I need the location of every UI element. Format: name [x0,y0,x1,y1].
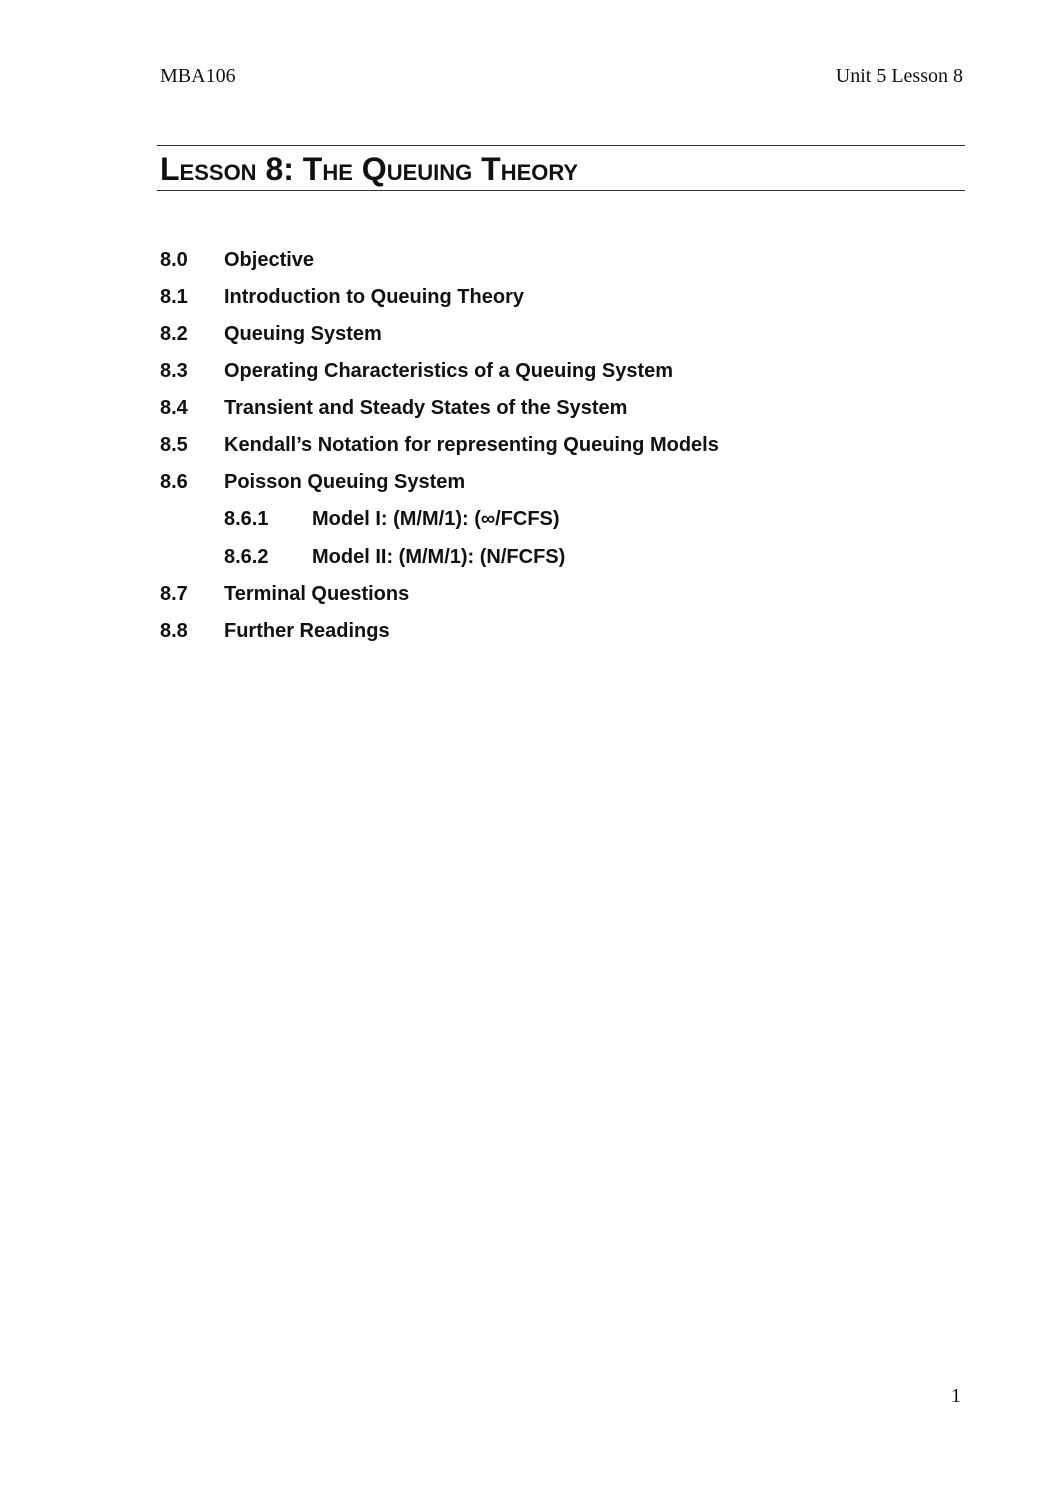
toc-item-label: Further Readings [224,620,390,642]
toc-item-number: 8.5 [160,434,188,456]
toc-item-label: Kendall’s Notation for representing Queuing Models [224,434,719,456]
title-rule-top [157,145,965,146]
page-number: 1 [951,1385,961,1407]
toc-item-number: 8.1 [160,286,188,308]
lesson-title: Lesson 8: The Queuing Theory [160,151,579,187]
toc-item-number: 8.2 [160,323,188,345]
title-rule-bottom [157,190,965,191]
toc-item-label: Poisson Queuing System [224,471,466,493]
toc-item-label: Model II: (M/M/1): (N/FCFS) [312,545,566,568]
toc-item-label: Model I: (M/M/1): (∞/FCFS) [312,508,560,530]
toc-item-terminal-questions [160,578,960,615]
toc-item-number: 8.8 [160,620,188,642]
toc-item-operating-characteristics [160,355,960,392]
toc-item-objective [160,244,960,281]
toc-subitem-model-one [160,503,960,541]
toc-item-number: 8.7 [160,583,188,605]
toc-item-number: 8.4 [160,397,188,419]
toc-subitem-model-two [160,541,960,579]
toc-item-kendalls-notation [160,429,960,466]
toc-item-number: 8.6 [160,471,188,493]
header-course-code: MBA106 [160,65,236,87]
toc-item-further-readings [160,615,960,652]
toc-item-number: 8.6.2 [224,545,269,568]
toc-item-number: 8.3 [160,360,188,382]
toc-item-number: 8.0 [160,249,188,271]
toc-item-label: Terminal Questions [224,583,410,605]
toc-item-poisson-queuing-system [160,466,960,503]
table-of-contents [160,244,960,652]
toc-item-label: Queuing System [224,323,382,345]
toc-item-label: Operating Characteristics of a Queuing System [224,360,674,382]
toc-item-label: Objective [224,249,315,271]
toc-item-label: Introduction to Queuing Theory [224,286,524,308]
header-unit-lesson: Unit 5 Lesson 8 [835,65,963,87]
toc-item-number: 8.6.1 [224,508,269,530]
toc-item-queuing-system [160,318,960,355]
toc-item-transient-steady-states [160,392,960,429]
toc-item-introduction [160,281,960,318]
toc-item-label: Transient and Steady States of the System [224,397,628,419]
